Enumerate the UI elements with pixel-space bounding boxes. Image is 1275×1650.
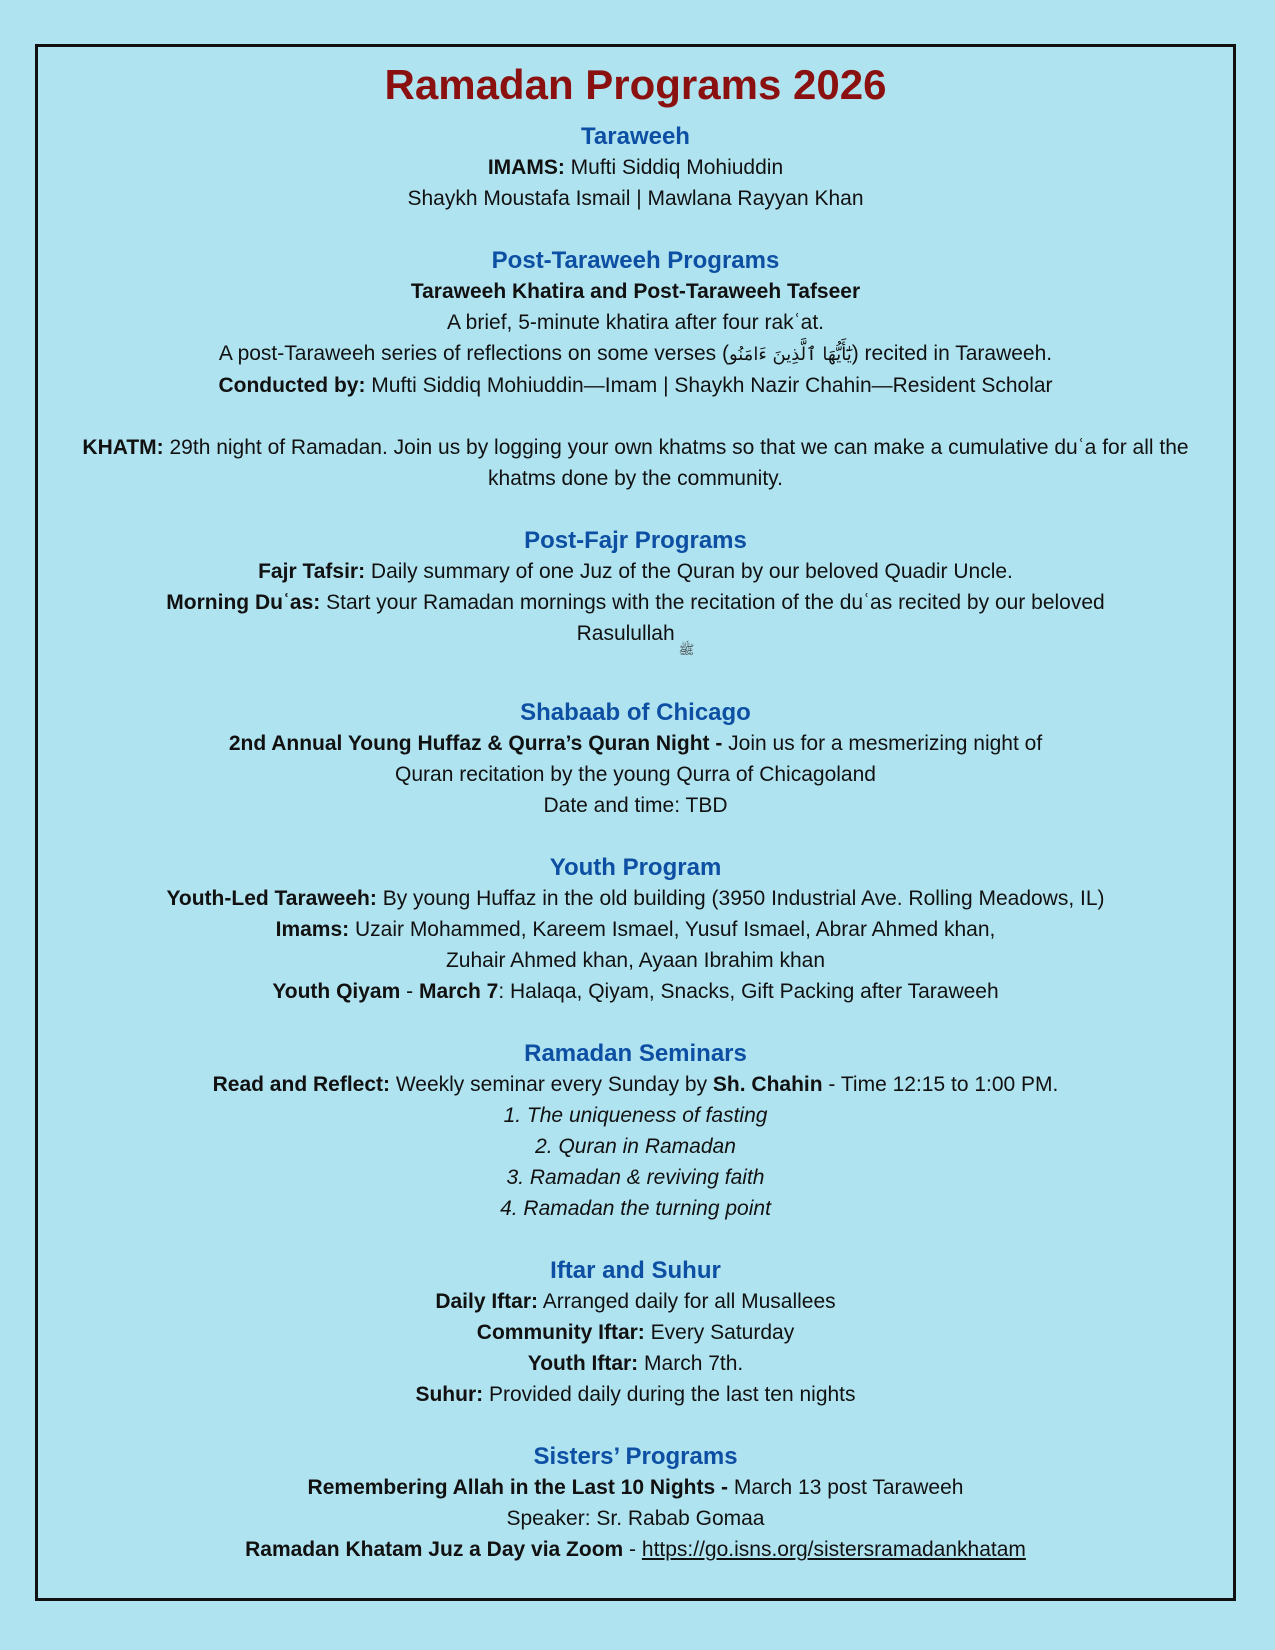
morning-duas-line <box>38 587 1233 666</box>
spacer <box>38 821 1233 852</box>
quran-night-line <box>38 728 1233 759</box>
morning-duas-value: Start your Ramadan mornings with the recitation of the duʿas recited by our beloved Rasulullah <box>320 591 1105 645</box>
quran-night-date: Date and time: TBD <box>543 794 728 817</box>
iftar-item-label: Suhur: <box>415 1383 484 1406</box>
youth-qiyam-value: : Halaqa, Qiyam, Snacks, Gift Packing after Taraweeh <box>498 980 999 1003</box>
youth-qiyam-line <box>38 976 1233 1007</box>
fajr-tafsir-label: Fajr Tafsir: <box>258 560 366 583</box>
section-sisters <box>38 1441 1233 1565</box>
quran-night-value: Join us for a mesmerizing night of <box>722 732 1043 755</box>
spacer <box>38 1007 1233 1038</box>
read-reflect-line <box>38 1069 1233 1100</box>
youth-qiyam-sep: - <box>400 980 419 1003</box>
sisters-khatam-link[interactable]: https://go.isns.org/sistersramadankhatam <box>641 1538 1026 1561</box>
salutation-icon: ﷺ <box>678 643 695 658</box>
sisters-event-value: March 13 post Taraweeh <box>728 1476 964 1499</box>
spacer <box>38 666 1233 697</box>
quran-night-label: 2nd Annual Young Huffaz & Qurra’s Quran Night - <box>228 732 723 755</box>
khatm-label: KHATM: <box>82 436 164 459</box>
youth-imams-line <box>38 914 1233 945</box>
conducted-label: Conducted by: <box>218 374 366 397</box>
section-khatm <box>38 432 1233 494</box>
seminar-speaker: Sh. Chahin <box>712 1073 823 1096</box>
youth-qiyam-date: March 7 <box>418 980 499 1003</box>
section-post-taraweeh <box>38 245 1233 401</box>
imams-value: Mufti Siddiq Mohiuddin <box>564 156 784 179</box>
seminar-time: - Time 12:15 to 1:00 PM. <box>822 1073 1059 1096</box>
iftar-item <box>38 1317 1233 1348</box>
section-iftar <box>38 1255 1233 1410</box>
tafseer-text-pre: A post-Taraweeh series of reflections on some verses ( <box>218 342 729 365</box>
tafseer-line <box>38 338 1233 370</box>
read-reflect-label: Read and Reflect: <box>212 1073 390 1096</box>
flyer-frame <box>35 44 1236 1601</box>
spacer <box>38 214 1233 245</box>
iftar-item-value: Provided daily during the last ten nights <box>483 1383 856 1406</box>
iftar-item-value: March 7th. <box>638 1352 744 1375</box>
youth-imams-line-2: Zuhair Ahmed khan, Ayaan Ibrahim khan <box>445 949 825 972</box>
arabic-verse: يَٰٓأَيُّهَا ٱلَّذِينَ ءَامَنُو <box>728 344 852 365</box>
khatira-line: A brief, 5-minute khatira after four rakʿat. <box>447 311 824 334</box>
khatm-value: 29th night of Ramadan. Join us by logging your own khatms so that we can make a cumulative duʿa for all the khatms done by the community. <box>163 436 1189 490</box>
section-heading: Sisters’ Programs <box>533 1443 738 1470</box>
quran-night-line-2: Quran recitation by the young Qurra of Chicagoland <box>395 763 876 786</box>
section-seminars <box>38 1038 1233 1224</box>
khatm-line <box>38 432 1233 494</box>
youth-imams-label: Imams: <box>275 918 350 941</box>
read-reflect-value: Weekly seminar every Sunday by <box>390 1073 713 1096</box>
section-post-fajr <box>38 525 1233 666</box>
sisters-speaker: Speaker: Sr. Rabab Gomaa <box>506 1507 765 1530</box>
section-heading: Taraweeh <box>581 123 690 150</box>
section-heading: Ramadan Seminars <box>524 1040 747 1067</box>
iftar-item <box>38 1286 1233 1317</box>
sisters-event-label: Remembering Allah in the Last 10 Nights - <box>307 1476 729 1499</box>
iftar-item <box>38 1379 1233 1410</box>
section-heading: Shabaab of Chicago <box>520 699 751 726</box>
imams-line-2: Shaykh Moustafa Ismail | Mawlana Rayyan Khan <box>407 187 864 210</box>
section-heading: Post-Fajr Programs <box>524 527 747 554</box>
iftar-item <box>38 1348 1233 1379</box>
iftar-item-label: Youth Iftar: <box>527 1352 639 1375</box>
spacer <box>38 401 1233 432</box>
iftar-item-value: Arranged daily for all Musallees <box>538 1290 836 1313</box>
section-taraweeh <box>38 121 1233 214</box>
sisters-event-line <box>38 1472 1233 1503</box>
spacer <box>38 1224 1233 1255</box>
youth-imams-value: Uzair Mohammed, Kareem Ismael, Yusuf Ismael, Abrar Ahmed khan, <box>349 918 996 941</box>
section-shabaab <box>38 697 1233 821</box>
conducted-line <box>38 370 1233 401</box>
fajr-tafsir-line <box>38 556 1233 587</box>
page-title: Ramadan Programs 2026 <box>384 61 887 108</box>
seminar-topic: 1. The uniqueness of fasting <box>503 1104 768 1127</box>
seminar-topic: 3. Ramadan & reviving faith <box>506 1166 765 1189</box>
subtitle: Taraweeh Khatira and Post-Taraweeh Tafseer <box>410 280 861 303</box>
seminar-topic: 4. Ramadan the turning point <box>500 1197 771 1220</box>
section-heading: Youth Program <box>549 854 722 881</box>
spacer <box>38 1410 1233 1441</box>
conducted-value: Mufti Siddiq Mohiuddin—Imam | Shaykh Nazir Chahin—Resident Scholar <box>365 374 1053 397</box>
seminar-topic: 2. Quran in Ramadan <box>535 1135 736 1158</box>
spacer <box>38 494 1233 525</box>
section-youth <box>38 852 1233 1007</box>
fajr-tafsir-value: Daily summary of one Juz of the Quran by our beloved Quadir Uncle. <box>365 560 1013 583</box>
sisters-khatam-sep: - <box>623 1538 642 1561</box>
iftar-item-label: Community Iftar: <box>476 1321 645 1344</box>
tafseer-text-post: ) recited in Taraweeh. <box>851 342 1053 365</box>
section-heading: Post-Taraweeh Programs <box>491 247 780 274</box>
youth-taraweeh-label: Youth-Led Taraweeh: <box>166 887 377 910</box>
youth-taraweeh-value: By young Huffaz in the old building (3950 Industrial Ave. Rolling Meadows, IL) <box>376 887 1105 910</box>
sisters-khatam-line <box>38 1534 1233 1565</box>
imams-line <box>38 152 1233 183</box>
iftar-item-label: Daily Iftar: <box>435 1290 539 1313</box>
sisters-khatam-label: Ramadan Khatam Juz a Day via Zoom <box>245 1538 624 1561</box>
section-heading: Iftar and Suhur <box>550 1257 721 1284</box>
imams-label: IMAMS: <box>487 156 565 179</box>
iftar-item-value: Every Saturday <box>644 1321 795 1344</box>
morning-duas-label: Morning Duʿas: <box>166 591 321 614</box>
youth-taraweeh-line <box>38 883 1233 914</box>
youth-qiyam-label: Youth Qiyam <box>272 980 401 1003</box>
